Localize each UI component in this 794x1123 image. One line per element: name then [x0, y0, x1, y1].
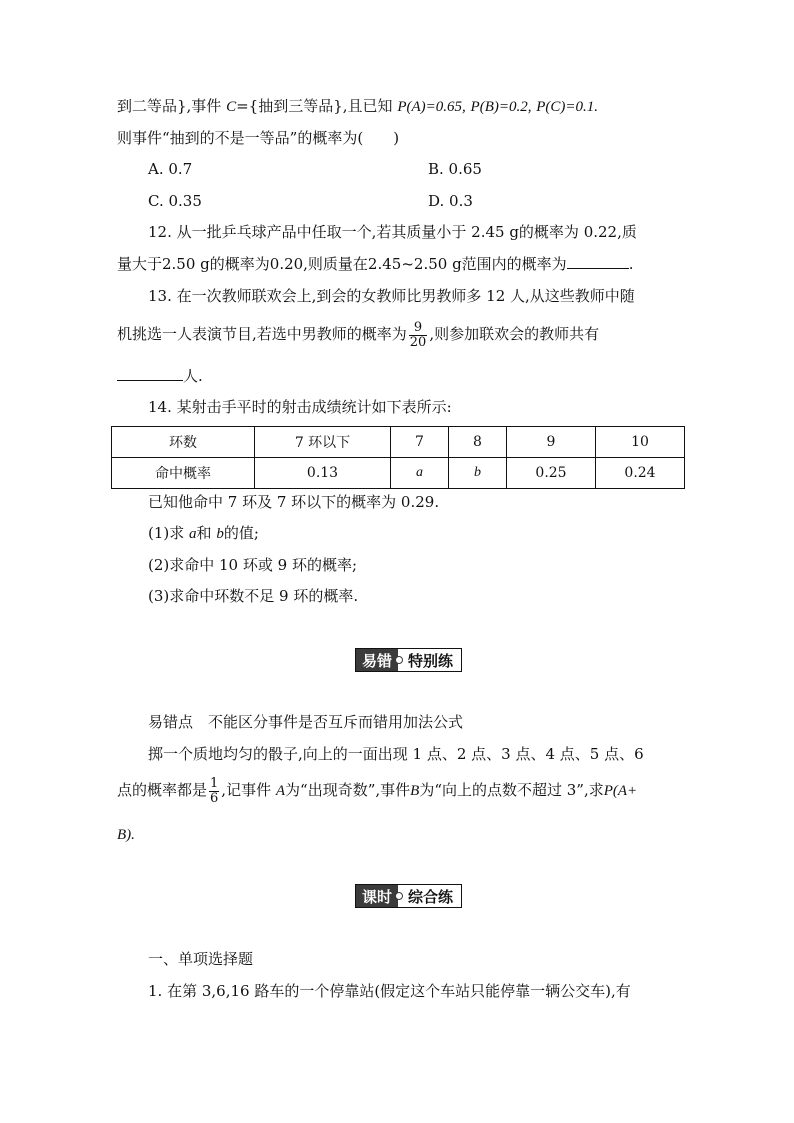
q11-text-a: 到二等品},事件 — [117, 97, 222, 115]
error-point-title: 易错点 不能区分事件是否互斥而错用加法公式 — [148, 713, 464, 731]
error-point-line2 — [117, 774, 687, 807]
q13-line1: 13. 在一次教师联欢会上,到会的女教师比男教师多 12 人,从这些教师中随 — [148, 287, 635, 305]
table-header-cell: 8 — [449, 427, 507, 458]
q11-option-d: D. 0.3 — [428, 192, 473, 210]
q11-line1 — [117, 96, 687, 117]
table-cell: 0.24 — [596, 458, 685, 489]
q11-line2: 则事件“抽到的不是一等品”的概率为( ) — [117, 129, 400, 147]
q14-part3: (3)求命中环数不足 9 环的概率. — [148, 587, 359, 605]
part-one-heading: 一、单项选择题 — [148, 950, 254, 968]
section-header-error-practice — [355, 648, 462, 672]
var-a: a — [189, 526, 197, 542]
event-b-var: B — [410, 783, 420, 799]
q14-given: 已知他命中 7 环及 7 环以下的概率为 0.29. — [148, 493, 440, 511]
prob-b: P(B)=0.2, — [470, 99, 532, 115]
error-point-line1: 掷一个质地均匀的骰子,向上的一面出现 1 点、2 点、3 点、4 点、5 点、6 — [148, 745, 644, 763]
table-cell: 0.25 — [507, 458, 596, 489]
ep-text-a: 点的概率都是 — [117, 781, 208, 799]
frac-denominator: 20 — [409, 334, 427, 350]
q13-text-a: 机挑选一人表演节目,若选中男教师的概率为 — [117, 325, 407, 343]
table-header-row — [112, 427, 685, 458]
fraction-9-20 — [409, 321, 428, 350]
q12-line2 — [117, 254, 687, 274]
ep-expr: P(A+ — [603, 783, 638, 799]
q14-part2: (2)求命中 10 环或 9 环的概率; — [148, 556, 358, 574]
table-row — [112, 458, 685, 489]
ep-text-b: ,记事件 — [221, 781, 272, 799]
q13-unit: 人. — [183, 367, 203, 385]
score-table — [111, 426, 685, 489]
q11-option-b: B. 0.65 — [428, 160, 482, 178]
prob-a: P(A)=0.65, — [397, 99, 466, 115]
error-point-line3: B). — [117, 827, 135, 843]
q13-line2 — [117, 318, 687, 350]
section-light-label: 特别练 — [408, 651, 454, 670]
table-header-cell: 7 — [391, 427, 449, 458]
section-header-lesson-practice — [355, 884, 462, 908]
answer-blank[interactable] — [117, 366, 183, 381]
section-dark-label: 易错 — [356, 649, 398, 671]
q14-part1 — [148, 523, 718, 544]
table-header-cell: 10 — [596, 427, 685, 458]
q11-option-a: A. 0.7 — [148, 160, 193, 178]
q13-text-b: ,则参加联欢会的教师共有 — [429, 325, 600, 343]
q11-text-b: ={抽到三等品},且已知 — [236, 97, 393, 115]
table-row-label: 命中概率 — [112, 458, 255, 489]
q12-line1: 12. 从一批乒乓球产品中任取一个,若其质量小于 2.45 g的概率为 0.22,质 — [148, 223, 637, 241]
table-header-cell: 7 环以下 — [255, 427, 391, 458]
q12-period: . — [628, 255, 634, 273]
table-header-cell: 环数 — [112, 427, 255, 458]
table-header-cell: 9 — [507, 427, 596, 458]
frac-numerator: 9 — [409, 321, 428, 336]
table-cell: b — [449, 458, 507, 489]
part1-text: (1)求 — [148, 524, 185, 542]
dot-icon — [395, 656, 403, 664]
section-light-label: 综合练 — [408, 887, 454, 906]
event-c-var: C — [226, 99, 237, 115]
section-dark-label: 课时 — [356, 885, 398, 907]
dot-icon — [395, 892, 403, 900]
answer-blank[interactable] — [567, 254, 629, 269]
part1-end: 的值; — [223, 524, 259, 542]
fraction-1-6 — [209, 777, 219, 806]
ep-text-c: 为“出现奇数”,事件 — [285, 781, 411, 799]
ep-text-d: 为“向上的点数不超过 3”,求 — [419, 781, 604, 799]
question-1: 1. 在第 3,6,16 路车的一个停靠站(假定这个车站只能停靠一辆公交车),有 — [148, 982, 631, 1000]
q13-line3 — [117, 366, 687, 386]
frac-numerator: 1 — [210, 775, 219, 791]
part1-mid: 和 — [196, 524, 212, 542]
q12-text: 量大于2.50 g的概率为0.20,则质量在2.45~2.50 g范围内的概率为 — [117, 255, 567, 273]
prob-c: P(C)=0.1. — [536, 99, 599, 115]
event-a-var: A — [275, 783, 286, 799]
table-cell: a — [391, 458, 449, 489]
var-b: b — [216, 526, 224, 542]
q14-intro: 14. 某射击手平时的射击成绩统计如下表所示: — [148, 398, 452, 416]
table-cell: 0.13 — [255, 458, 391, 489]
frac-denominator: 6 — [210, 790, 219, 806]
q11-option-c: C. 0.35 — [148, 192, 202, 210]
